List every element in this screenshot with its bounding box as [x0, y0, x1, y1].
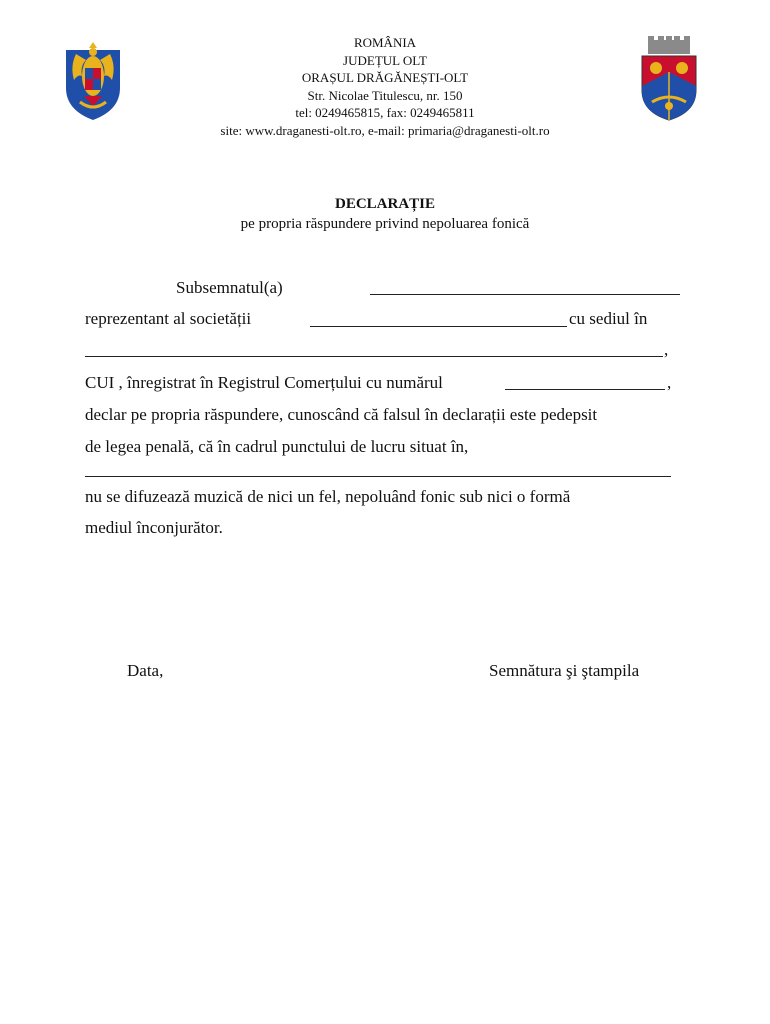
draganesti-olt-coat-of-arms-icon — [638, 36, 700, 122]
cui-comma: , — [667, 373, 672, 392]
address-comma: , — [664, 340, 669, 359]
registry-number-blank[interactable] — [505, 389, 665, 390]
company-blank[interactable] — [310, 326, 567, 327]
declaration-title-block — [0, 194, 770, 234]
header-phone: tel: 0249465815, fax: 0249465811 — [295, 105, 475, 120]
reprezentant-label: reprezentant al societății — [85, 309, 252, 328]
header-country: ROMÂNIA — [353, 35, 417, 50]
nu-se-text: nu se difuzează muzică de nici un fel, nepoluând fonic sub nici o formă — [85, 487, 571, 506]
cu-sediul-label: cu sediul în — [569, 309, 648, 328]
de-legea-text: de legea penală, că în cadrul punctului de lucru situat în, — [85, 437, 469, 456]
work-location-blank[interactable] — [85, 476, 671, 477]
subsemnatul-label: Subsemnatul(a) — [176, 278, 283, 297]
header-contact: site: www.draganesti-olt.ro, e-mail: primaria@draganesti-olt.ro — [220, 122, 550, 138]
header-county: JUDEȚUL OLT — [343, 52, 427, 68]
name-blank[interactable] — [370, 294, 680, 295]
signature-label: Semnătura şi ştampila — [489, 661, 640, 680]
page-title: DECLARAȚIE — [334, 196, 436, 212]
page-subtitle: pe propria răspundere privind nepoluarea fonică — [240, 216, 530, 232]
header-address: Str. Nicolae Titulescu, nr. 150 — [307, 87, 463, 103]
romania-coat-of-arms-icon — [62, 36, 124, 122]
mediul-text: mediul înconjurător. — [85, 518, 223, 537]
institution-header — [150, 34, 620, 139]
address-blank[interactable] — [85, 356, 663, 357]
header-town: ORAȘUL DRĂGĂNEȘTI-OLT — [301, 70, 469, 85]
declar-text: declar pe propria răspundere, cunoscând că falsul în declarații este pedepsit — [85, 405, 598, 424]
cui-label: CUI , înregistrat în Registrul Comerțului cu numărul — [85, 373, 443, 392]
date-label: Data, — [127, 661, 164, 680]
